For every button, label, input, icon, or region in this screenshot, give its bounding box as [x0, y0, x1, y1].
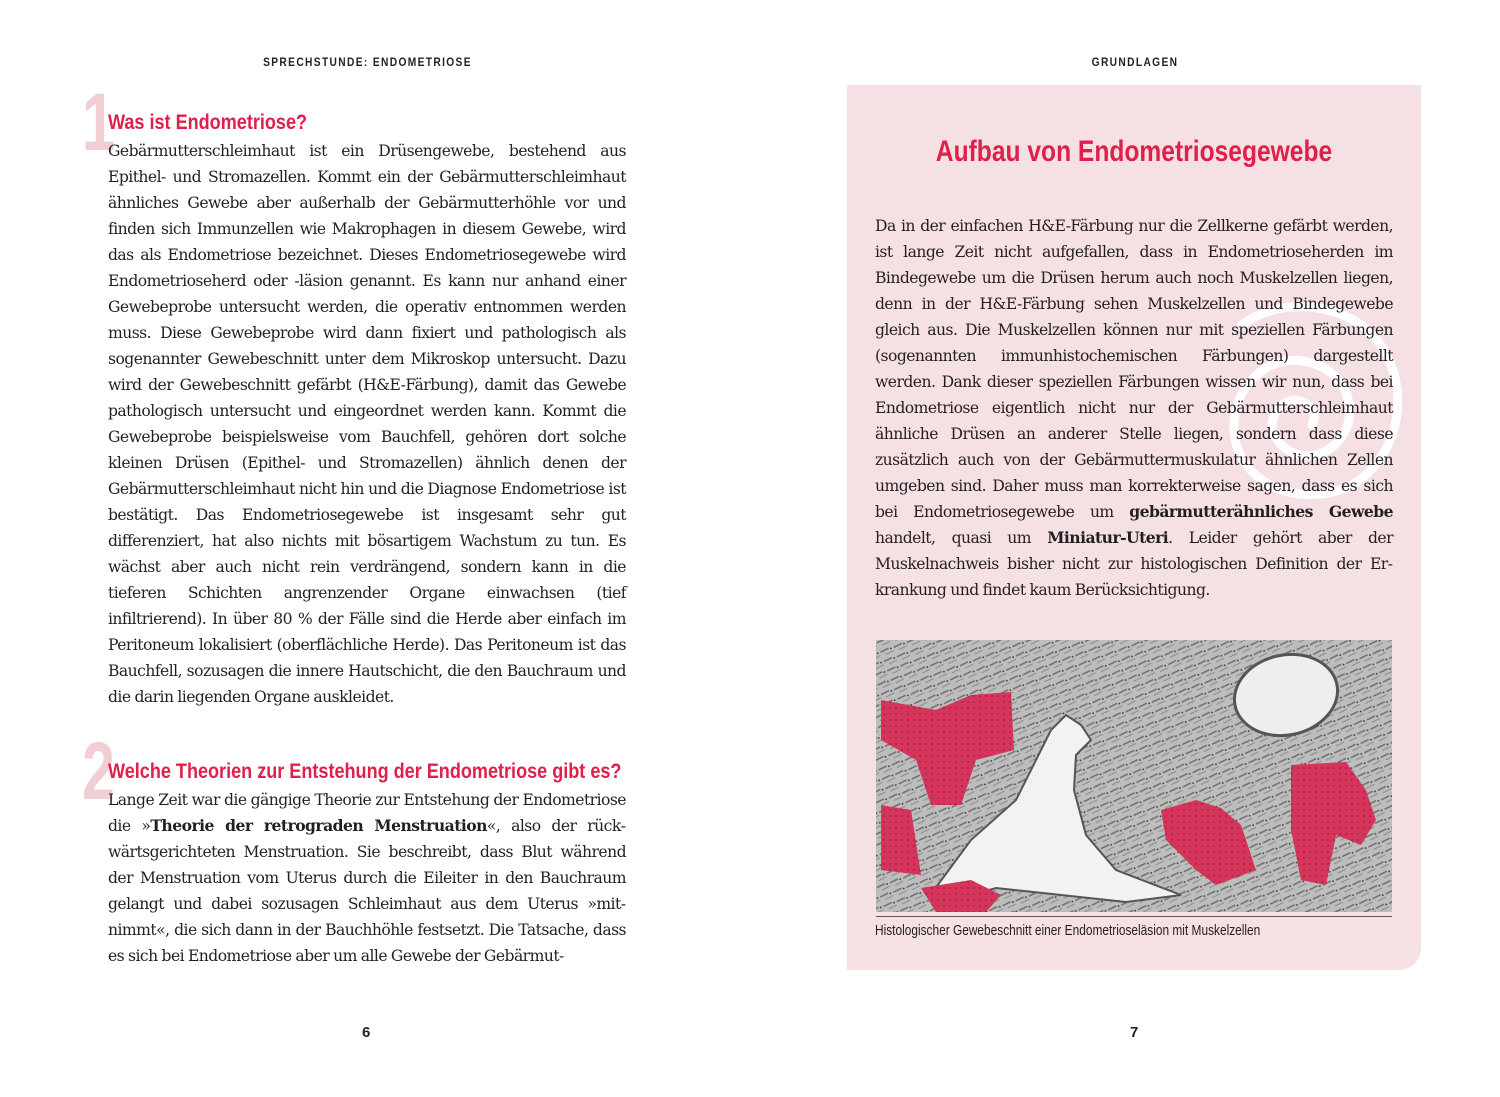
- section-title: Was ist Endometriose?: [108, 111, 308, 134]
- figure-caption: Histologischer Gewebeschnitt einer Endometrioseläsion mit Muskelzellen: [875, 923, 1261, 939]
- section-theories: [82, 726, 626, 969]
- section-what-is-endometriosis: [82, 77, 626, 710]
- box-title: Aufbau von Endometriosegewebe: [935, 135, 1333, 168]
- body-text-span: . Leider gehört aber der Muskelnachweis bisher nicht zur histologischen Definition der Erkrankung und findet kaum Berücksichtigung.: [875, 529, 1394, 599]
- page-number-left: 6: [362, 1024, 371, 1041]
- histology-image: [876, 640, 1392, 912]
- right-page: [750, 0, 1500, 1097]
- box-body: [875, 213, 1393, 603]
- section-number-2: 2: [82, 726, 115, 817]
- body-text-span: Lange Zeit war die gängige Theorie zur Entstehung der Endometriose die »: [108, 791, 626, 835]
- body-text-span: «, also der rückwärtsgerichteten Menstruation. Sie beschreibt, dass Blut während der Menstruation vom Uterus durch die Eileiter in den Bauchraum gelangt und dabei sozusagen Schleimhaut aus dem Uterus »mitnimmt«, die sich dann in der Bauchhöhle festsetzt. Die Tatsache, dass es sich bei Endometriose aber um alle Gewebe der Gebärmut-: [108, 817, 626, 965]
- bold-term: gebärmutterähnliches Gewebe: [1129, 502, 1393, 521]
- page-number-right: 7: [1130, 1024, 1139, 1041]
- bold-term: Miniatur-Uteri: [1047, 528, 1169, 547]
- body-text-span: handelt, quasi um: [875, 529, 1048, 547]
- caption-divider: [876, 916, 1392, 917]
- section-number-1: 1: [82, 77, 115, 168]
- running-head-right: GRUNDLAGEN: [1091, 55, 1179, 69]
- section-body: Gebärmutterschleimhaut ist ein Drüsengewebe, bestehend aus Epithel- und Stromazellen. Kommt ein der Gebärmutterschleimhaut ähnliches Gewebe aber außerhalb der Gebärmutterhöhle vor und finden sich Immunzellen wie Makrophagen in diesem Gewebe, wird das als Endometriose bezeichnet. Dieses Endometriosegewebe wird Endometrioseherd oder -läsion genannt. Es kann nur anhand einer Gewebeprobe untersucht werden, die operativ entnommen werden muss. Diese Gewebeprobe wird dann fixiert und pathologisch als sogenannter Gewebeschnitt unter dem Mikroskop untersucht. Dazu wird der Gewebeschnitt gefärbt (H&E-Färbung), damit das Gewebe pathologisch untersucht und eingeordnet werden kann. Kommt die Gewebeprobe beispielsweise vom Bauchfell, gehören dort solche kleinen Drüsen (Epithel- und Stromazellen) ähnlich denen der Gebärmutterschleimhaut nicht hin und die Diagnose Endometriose ist bestätigt. Das Endometriosegewebe ist insgesamt sehr gut differenziert, hat also nichts mit bösartigem Wachstum zu tun. Es wächst aber auch nicht rein verdrängend, sondern kann in die tieferen Schichten angrenzender Organe einwachsen (tief infiltrierend). In über 80 % der Fälle sind die Herde aber einfach im Peritoneum lokalisiert (oberflächliche Herde). Das Peritoneum ist das Bauchfell, sozusagen die innere Hautschicht, die den Bauchraum und die darin liegenden Organe auskleidet.: [108, 142, 626, 706]
- section-title: Welche Theorien zur Entstehung der Endometriose gibt es?: [108, 760, 622, 783]
- bold-term: Theorie der retrograden Menstruation: [150, 816, 487, 835]
- info-box: [847, 85, 1421, 970]
- section-body: [108, 787, 626, 969]
- running-head-left: SPRECHSTUNDE: ENDOMETRIOSE: [263, 55, 472, 69]
- body-text-span: Da in der einfachen H&E-Färbung nur die Zellkerne gefärbt werden, ist lange Zeit nicht aufgefallen, dass in Endometrioseherden im Bindegewebe um die Drüsen herum auch noch Muskelzellen liegen, denn in der H&E-Färbung sehen Muskelzellen und Bindegewebe gleich aus. Die Muskelzellen können nur mit speziellen Färbungen (sogenannten immunhistochemischen Färbungen) dargestellt werden. Dank dieser speziellen Färbungen wissen wir nun, dass bei Endometriose eigentlich nicht nur der Gebärmutterschleimhaut ähnliche Drüsen an anderer Stelle liegen, sondern dass diese zusätzlich auch von der Gebärmuttermuskulatur ähnlichen Zellen umgeben sind. Daher muss man korrekterweise sagen, dass es sich bei Endometriosegewebe um: [875, 217, 1393, 521]
